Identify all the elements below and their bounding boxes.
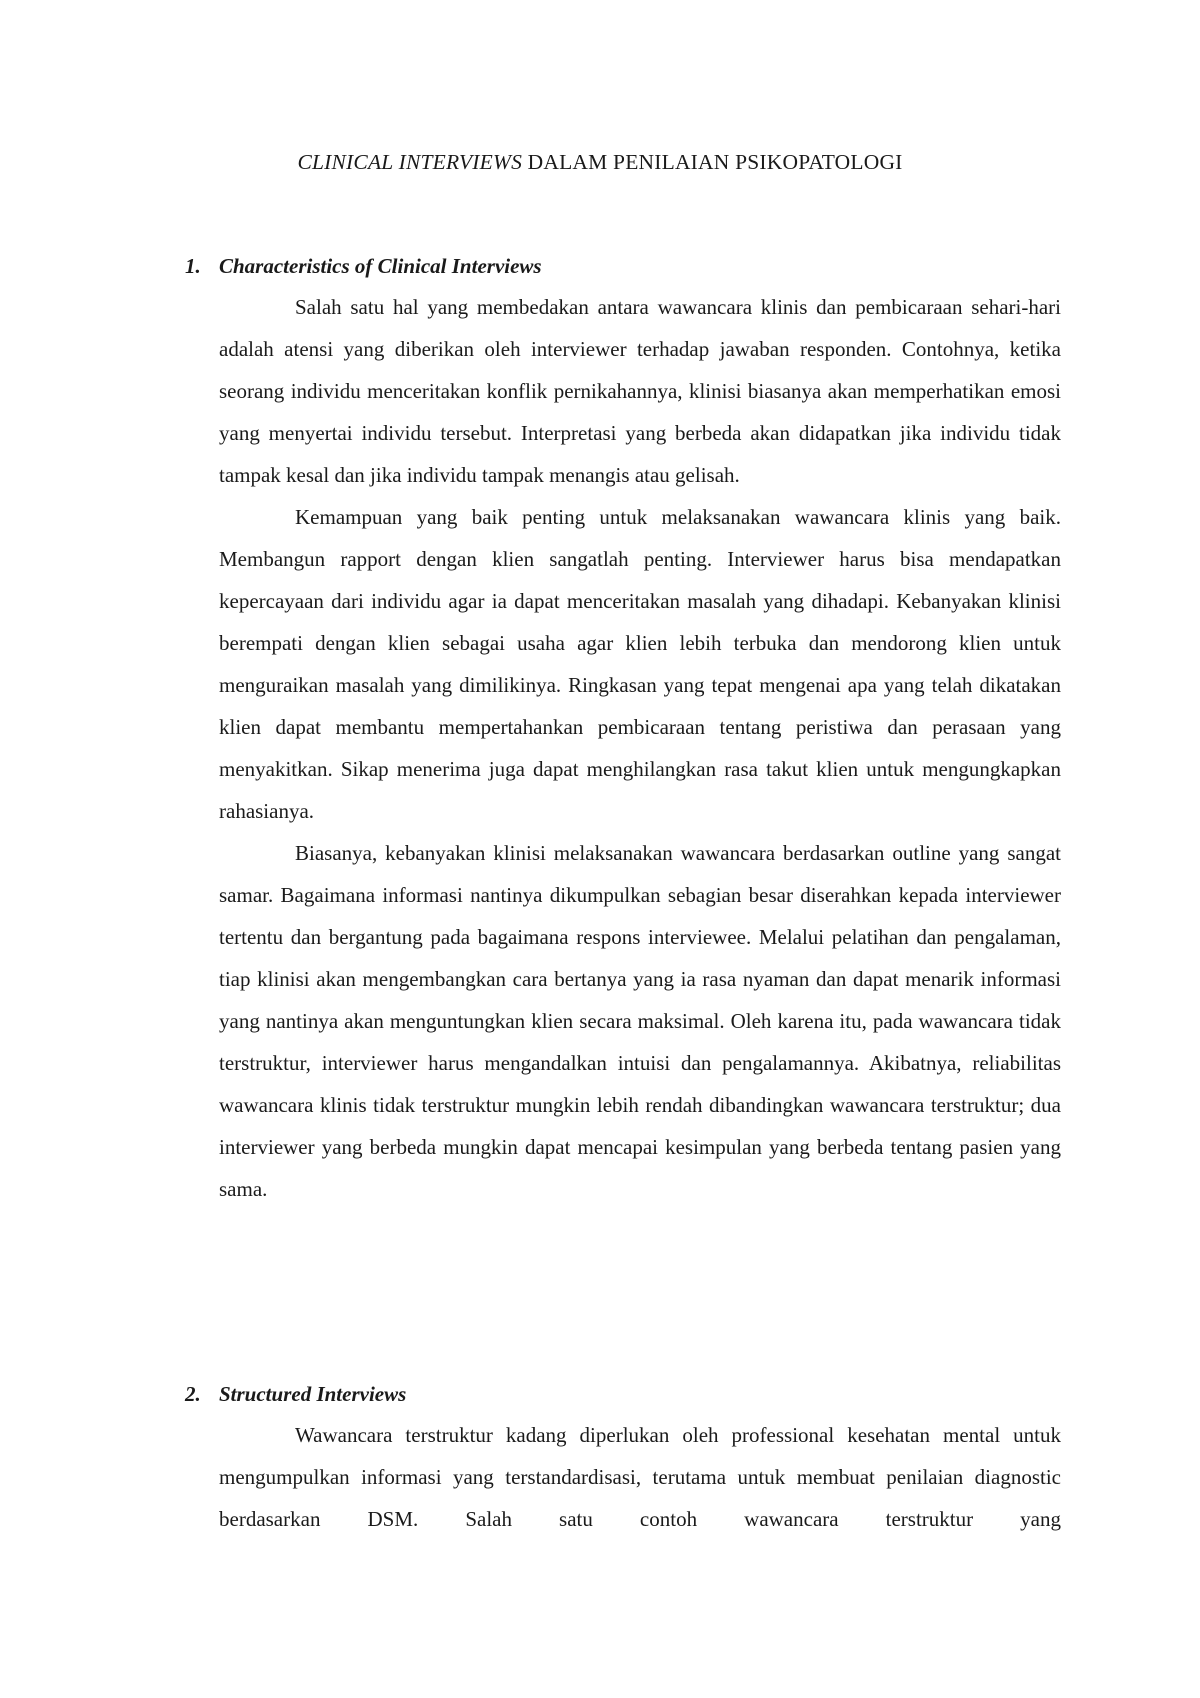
- section-heading: [185, 246, 1061, 286]
- section-heading-text: Characteristics of Clinical Interviews: [219, 254, 542, 278]
- section-heading-text: Structured Interviews: [219, 1382, 407, 1406]
- paragraph: Wawancara terstruktur kadang diperlukan oleh professional kesehatan mental untuk mengumpulkan informasi yang terstandardisasi, terutama untuk membuat penilaian diagnostic berdasarkan DSM. Salah satu contoh wawancara terstruktur yang: [219, 1423, 1061, 1531]
- paragraph: Kemampuan yang baik penting untuk melaksanakan wawancara klinis yang baik. Membangun rapport dengan klien sangatlah penting. Interviewer harus bisa mendapatkan kepercayaan dari individu agar ia dapat menceritakan masalah yang dihadapi. Kebanyakan klinisi berempati dengan klien sebagai usaha agar klien lebih terbuka dan mendorong klien untuk menguraikan masalah yang dimilikinya. Ringkasan yang tepat mengenai apa yang telah dikatakan klien dapat membantu mempertahankan pembicaraan tentang peristiwa dan perasaan yang menyakitkan. Sikap menerima juga dapat menghilangkan rasa takut klien untuk mengungkapkan rahasianya.: [219, 505, 1061, 823]
- section-heading: [185, 1374, 1061, 1414]
- section-number: 2.: [185, 1382, 201, 1406]
- paragraph: Salah satu hal yang membedakan antara wawancara klinis dan pembicaraan sehari-hari adalah atensi yang diberikan oleh interviewer terhadap jawaban responden. Contohnya, ketika seorang individu menceritakan konflik pernikahannya, klinisi biasanya akan memperhatikan emosi yang menyertai individu tersebut. Interpretasi yang berbeda akan didapatkan jika individu tidak tampak kesal dan jika individu tampak menangis atau gelisah.: [219, 295, 1061, 487]
- document-title: [0, 150, 1200, 175]
- title-rest-part: DALAM PENILAIAN PSIKOPATOLOGI: [522, 150, 903, 174]
- paragraph: Biasanya, kebanyakan klinisi melaksanakan wawancara berdasarkan outline yang sangat samar. Bagaimana informasi nantinya dikumpulkan sebagian besar diserahkan kepada interviewer tertentu dan bergantung pada bagaimana respons interviewee. Melalui pelatihan dan pengalaman, tiap klinisi akan mengembangkan cara bertanya yang ia rasa nyaman dan dapat menarik informasi yang nantinya akan menguntungkan klien secara maksimal. Oleh karena itu, pada wawancara tidak terstruktur, interviewer harus mengandalkan intuisi dan pengalamannya. Akibatnya, reliabilitas wawancara klinis tidak terstruktur mungkin lebih rendah dibandingkan wawancara terstruktur; dua interviewer yang berbeda mungkin dapat mencapai kesimpulan yang berbeda tentang pasien yang sama.: [219, 841, 1061, 1201]
- section-number: 1.: [185, 254, 201, 278]
- section-characteristics: [185, 246, 1061, 1210]
- title-italic-part: CLINICAL INTERVIEWS: [297, 150, 523, 174]
- section-structured-interviews: [185, 1374, 1061, 1540]
